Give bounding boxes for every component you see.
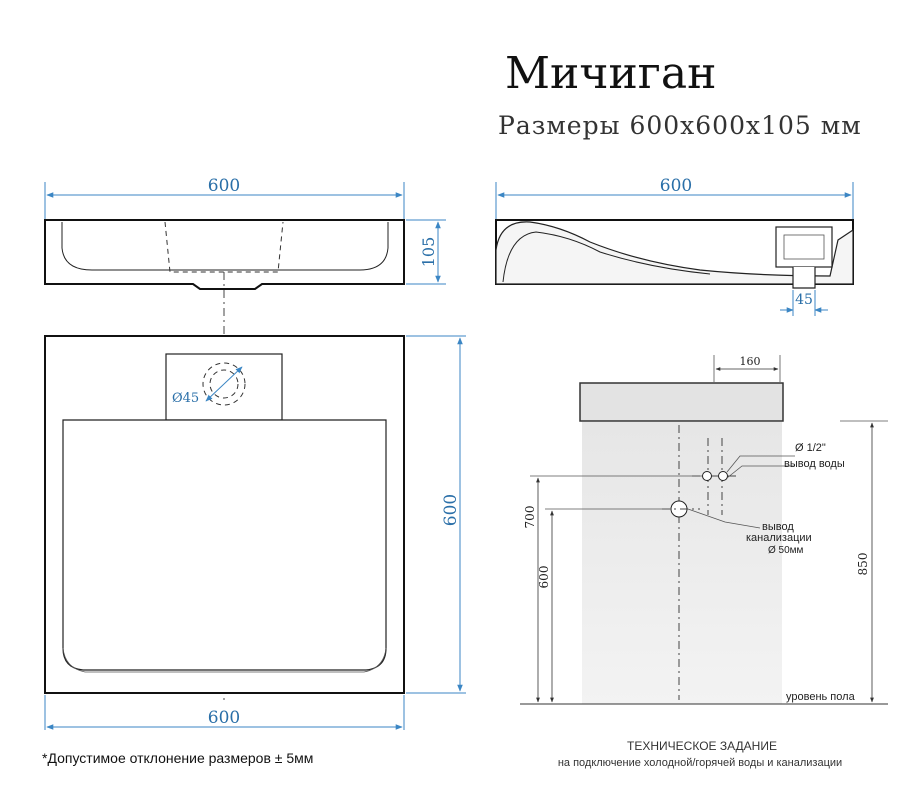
- side-offset-label: 45: [795, 292, 813, 308]
- installation-diagram: [520, 355, 888, 704]
- tech-task-description: на подключение холодной/горячей воды и канализации: [557, 757, 843, 769]
- front-height-label: 105: [419, 236, 438, 268]
- install-offset-label: 160: [739, 355, 761, 368]
- top-view: [45, 336, 466, 730]
- sewer-diameter-label: Ø 50мм: [768, 545, 804, 556]
- side-width-label: 600: [659, 176, 693, 196]
- install-height-sink-label: 850: [856, 552, 870, 576]
- top-depth-label: 600: [441, 493, 461, 527]
- product-title: Мичиган: [505, 48, 717, 99]
- tolerance-footnote: *Допустимое отклонение размеров ± 5мм: [42, 750, 314, 766]
- front-view: [45, 176, 446, 289]
- sewer-outlet-label-1: вывод: [762, 521, 794, 533]
- product-subtitle: Размеры 600х600х105 мм: [498, 111, 862, 140]
- top-width-label: 600: [207, 708, 241, 728]
- drain-diameter-label: Ø45: [172, 391, 200, 406]
- side-view: [496, 176, 853, 316]
- install-height-drain-label: 600: [537, 565, 551, 589]
- install-height-total-label: 700: [523, 505, 537, 529]
- water-outlet-label: вывод воды: [784, 458, 845, 470]
- sewer-outlet-label-2: канализации: [746, 532, 812, 544]
- floor-level-label: уровень пола: [786, 691, 855, 703]
- tech-task-heading: ТЕХНИЧЕСКОЕ ЗАДАНИЕ: [627, 739, 777, 753]
- water-pipe-size-label: Ø 1/2": [795, 442, 826, 454]
- front-width-label: 600: [207, 176, 241, 196]
